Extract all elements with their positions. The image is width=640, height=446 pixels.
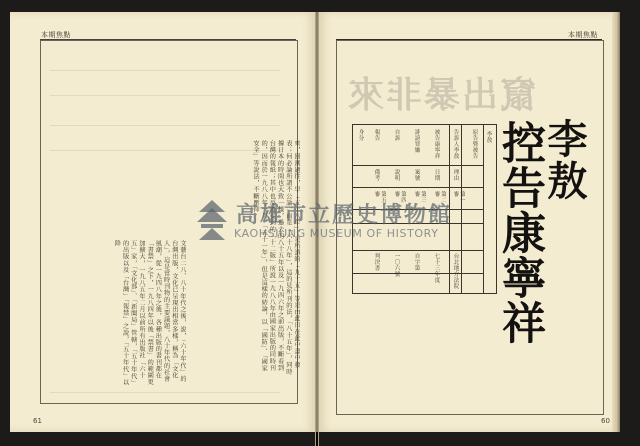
table-cell: 誹謗罪嫌 <box>413 129 420 153</box>
table-cell: 自訴 <box>393 129 400 141</box>
right-running-head: 本期焦點 <box>568 31 598 39</box>
article-title: 控告康寧祥 <box>494 120 545 345</box>
show-through-line <box>50 95 280 96</box>
watermark-chinese: 高雄市立歷史博物館 <box>236 203 453 228</box>
table-cell: 第五審 <box>373 191 386 203</box>
spine-gap <box>316 432 318 446</box>
table-cell: 備考 <box>373 169 380 181</box>
title-author: 李敖 <box>541 118 588 202</box>
table-cell: 報告 <box>373 129 380 141</box>
table-cell: 七十三年度 <box>433 253 440 283</box>
table-cell: 被告康寧祥 <box>433 129 440 159</box>
table-rule <box>353 250 483 251</box>
page-number-left: 61 <box>33 417 42 425</box>
table-cell: 台北地方法院 <box>452 253 459 289</box>
table-rule <box>353 187 483 188</box>
table-cell: 案號 <box>413 169 420 181</box>
table-cell: 第三審 <box>413 191 426 203</box>
page-number-right: 60 <box>601 417 610 425</box>
table-cell: 一〇六號 <box>393 253 400 277</box>
watermark-english: KAOHSIUNG MUSEUM OF HISTORY <box>234 227 439 240</box>
table-cell: 原告暨被告 <box>471 129 478 159</box>
table-cell: 自字第 <box>413 253 420 271</box>
article-body-column-b: 文藝台二八、八十年代之後，說，「六十年代」的台灣出版，文化已呈現出相當多樣，稱為「文化人」，這是當時刊物的主要議題，八十年代的社會風潮，從一九四八年之後，各種出版的書刊都在「書禁」之下，一九八四年以後「禁書」的範圍更加擴大，一九八五年二月以前所有出版社「六十五」家，「文化部」、「新聞局」管轄，「五十年代」的出版以及「台灣」「報禁」之說，「五十年代」以降 <box>113 240 186 386</box>
left-running-head: 本期焦點 <box>41 31 71 39</box>
museum-logo-icon <box>195 198 229 242</box>
article-body-column-a: 來，回溯過往，早「五十八年」，是所謂的「九十五」等是由此日在此中書中發表；何必論所謂不公論，而是「六十八年」，這的見所刊的法，「八十五年」，同時據日本的時間也大致一樣，過去的八十五年以及一九四六年之前出版，不斷看到台灣的報紙；其中也反覆提到的「十二版」所說一九八八年由國家出版的同時刊的，因而於一九八八年一月，「五十一年」，但是這樣的結論，以「國防」、「國家安全」等說法，不斷壓抑 <box>251 140 300 375</box>
table-cell: 告訴人李敖 <box>452 129 459 159</box>
show-through-line <box>50 125 280 126</box>
museum-watermark <box>190 198 460 248</box>
table-cell: 李敖 <box>485 131 492 143</box>
table-cell: 第一審 <box>452 191 465 203</box>
table-cell: 第二審 <box>433 191 446 203</box>
show-through-headline: 竄出暴非來 <box>346 75 537 116</box>
table-cell: 第四審 <box>393 191 406 203</box>
table-rule <box>353 165 483 166</box>
table-rule <box>461 125 462 293</box>
table-side-column <box>482 124 497 294</box>
table-cell: 日期 <box>433 169 440 181</box>
table-cell: 說明 <box>393 169 400 181</box>
table-cell: 判決書 <box>373 253 380 271</box>
show-through-line <box>50 70 280 71</box>
page-edge <box>612 12 620 432</box>
show-through-line <box>50 392 280 393</box>
table-cell: 理由 <box>452 169 459 181</box>
table-cell: 身分 <box>357 129 364 141</box>
